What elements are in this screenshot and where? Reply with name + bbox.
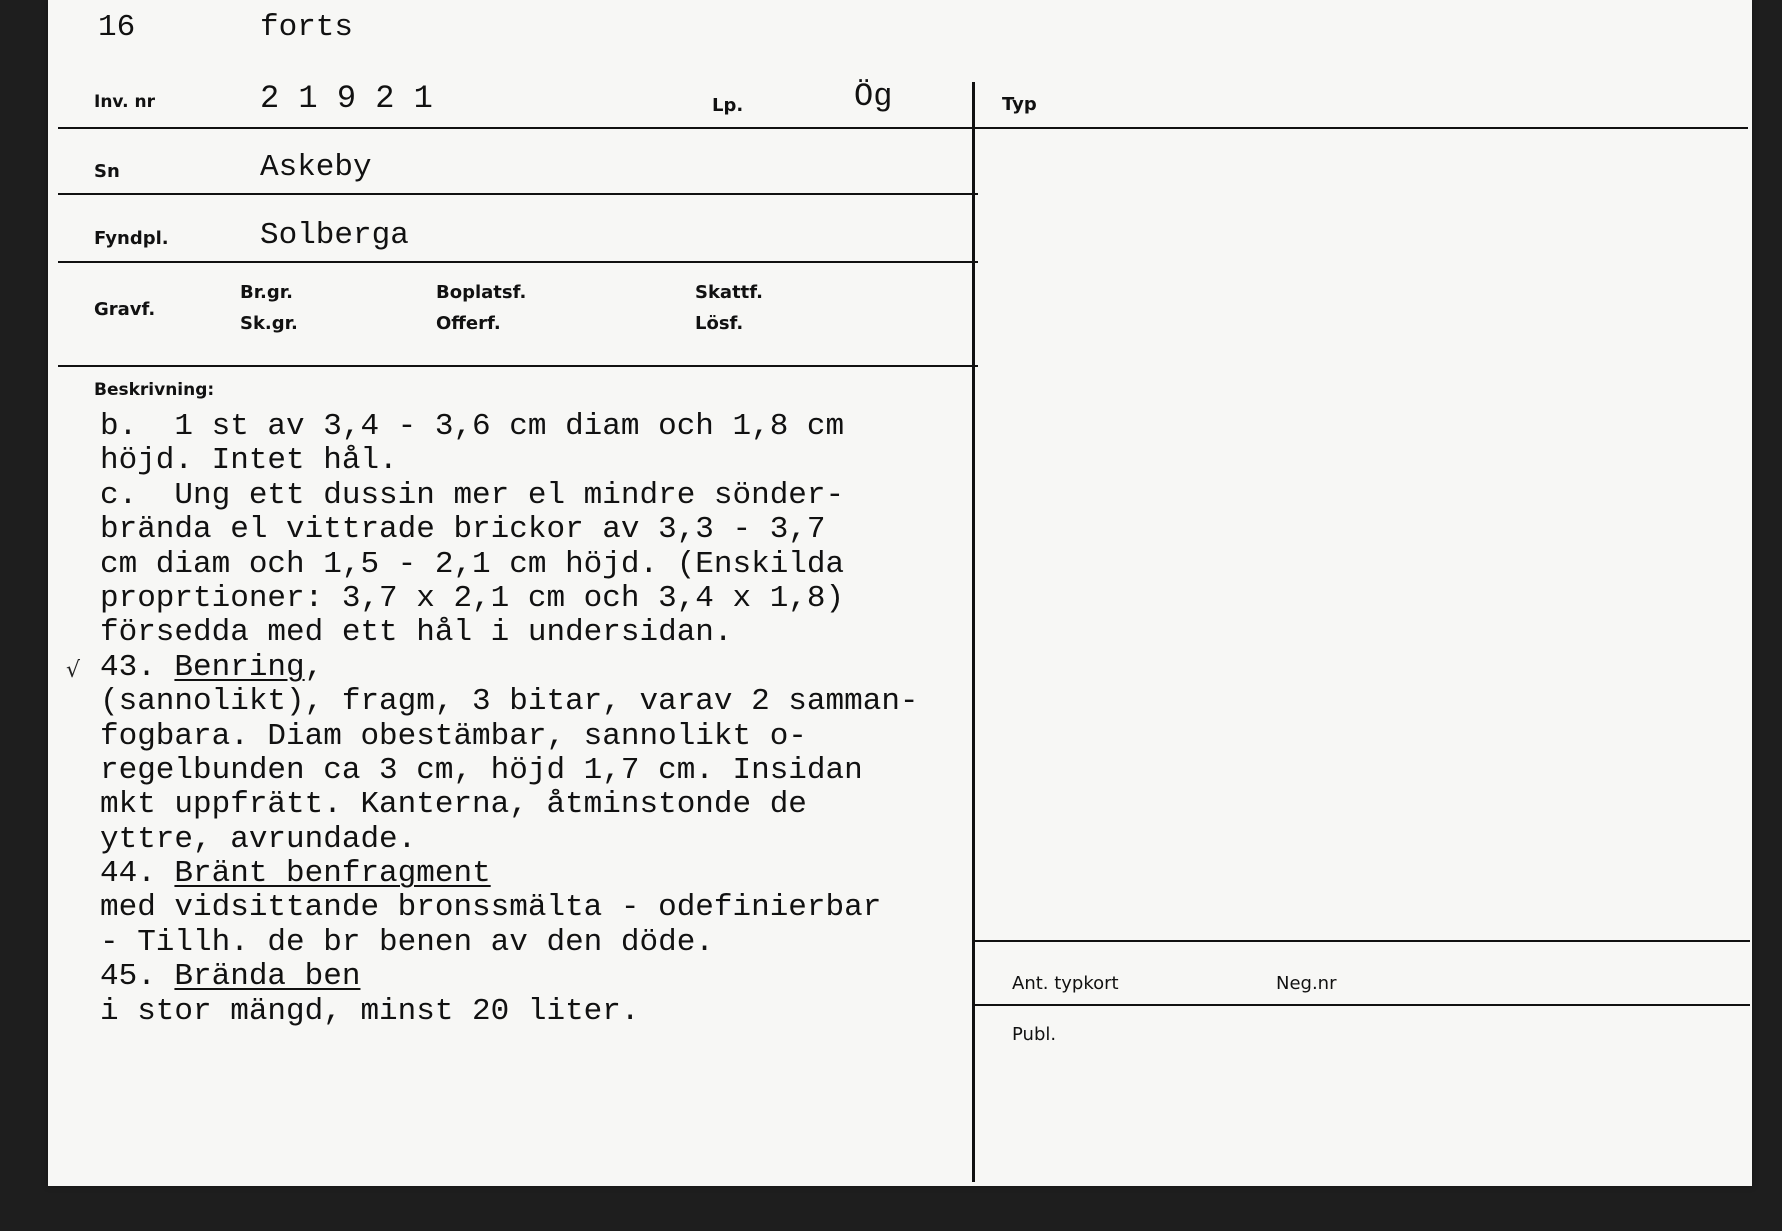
description-line — [100, 960, 919, 994]
continuation-label: forts — [260, 10, 354, 45]
lp-label: Lp. — [712, 95, 744, 116]
card-number: 16 — [98, 10, 136, 45]
description-line: cm diam och 1,5 - 2,1 cm höjd. (Enskilda — [100, 546, 845, 582]
description-line: försedda med ett hål i undersidan. — [100, 615, 733, 651]
publ-label: Publ. — [1012, 1024, 1057, 1045]
rule-antal — [974, 1004, 1750, 1006]
description-line: b. 1 st av 3,4 - 3,6 cm diam och 1,8 cm — [100, 409, 845, 444]
description-line: (sannolikt), fragm, 3 bitar, varav 2 samman- — [100, 684, 919, 720]
catalog-card — [48, 0, 1752, 1186]
neg-nr-label: Neg.nr — [1276, 973, 1337, 994]
boplatsf-label: Boplatsf. — [436, 282, 527, 303]
item-number: 43. — [100, 649, 175, 685]
losf-label: Lösf. — [695, 313, 744, 334]
description-line: i stor mängd, minst 20 liter. — [100, 993, 640, 1029]
skattf-label: Skattf. — [695, 282, 763, 303]
item-heading: Brända ben — [174, 959, 361, 995]
typ-label: Typ — [1002, 94, 1037, 115]
description-line: c. Ung ett dussin mer el mindre sönder- — [100, 477, 845, 513]
rule-sn — [58, 193, 978, 195]
rule-fyndpl — [58, 261, 978, 263]
description-line: regelbunden ca 3 cm, höjd 1,7 cm. Insidan — [100, 752, 863, 788]
brgr-label: Br.gr. — [240, 282, 293, 303]
fyndpl-label: Fyndpl. — [94, 228, 169, 249]
description-line: proprtioner: 3,7 x 2,1 cm och 3,4 x 1,8) — [100, 580, 845, 616]
inv-nr-value: 2 1 9 2 1 — [260, 80, 433, 117]
rule-inv — [58, 127, 1748, 129]
landskap-value: Ög — [854, 78, 893, 115]
ant-typkort-label: Ant. typkort — [1012, 973, 1119, 994]
description-line: höjd. Intet hål. — [100, 443, 398, 479]
skgr-label: Sk.gr. — [240, 313, 298, 334]
item-number: 45. — [100, 959, 175, 995]
check-mark: √ — [66, 658, 81, 683]
description-line: brända el vittrade brickor av 3,3 - 3,7 — [100, 512, 826, 548]
description-line: fogbara. Diam obestämbar, sannolikt o- — [100, 718, 807, 754]
column-divider — [972, 82, 975, 1182]
description-line: med vidsittande bronssmälta - odefinierbar — [100, 890, 882, 926]
description-line: yttre, avrundade. — [100, 821, 417, 857]
item-heading: Bränt benfragment — [174, 856, 491, 892]
fyndpl-value: Solberga — [260, 218, 409, 253]
description-line — [100, 651, 919, 685]
sn-value: Askeby — [260, 150, 372, 185]
gravf-label: Gravf. — [94, 299, 156, 320]
inv-nr-label: Inv. nr — [94, 92, 155, 112]
description-text — [100, 410, 919, 1029]
rule-typ-bottom — [974, 940, 1750, 942]
description-line: - Tillh. de br benen av den döde. — [100, 924, 714, 960]
description-line: mkt uppfrätt. Kanterna, åtminstonde de — [100, 787, 807, 823]
rule-findtypes — [58, 365, 978, 367]
item-suffix: , — [304, 649, 324, 685]
offerf-label: Offerf. — [436, 313, 501, 334]
description-line — [100, 857, 919, 891]
item-number: 44. — [100, 856, 175, 892]
beskrivning-label: Beskrivning: — [94, 380, 215, 400]
sn-label: Sn — [94, 161, 120, 182]
item-heading: Benring — [174, 649, 305, 685]
